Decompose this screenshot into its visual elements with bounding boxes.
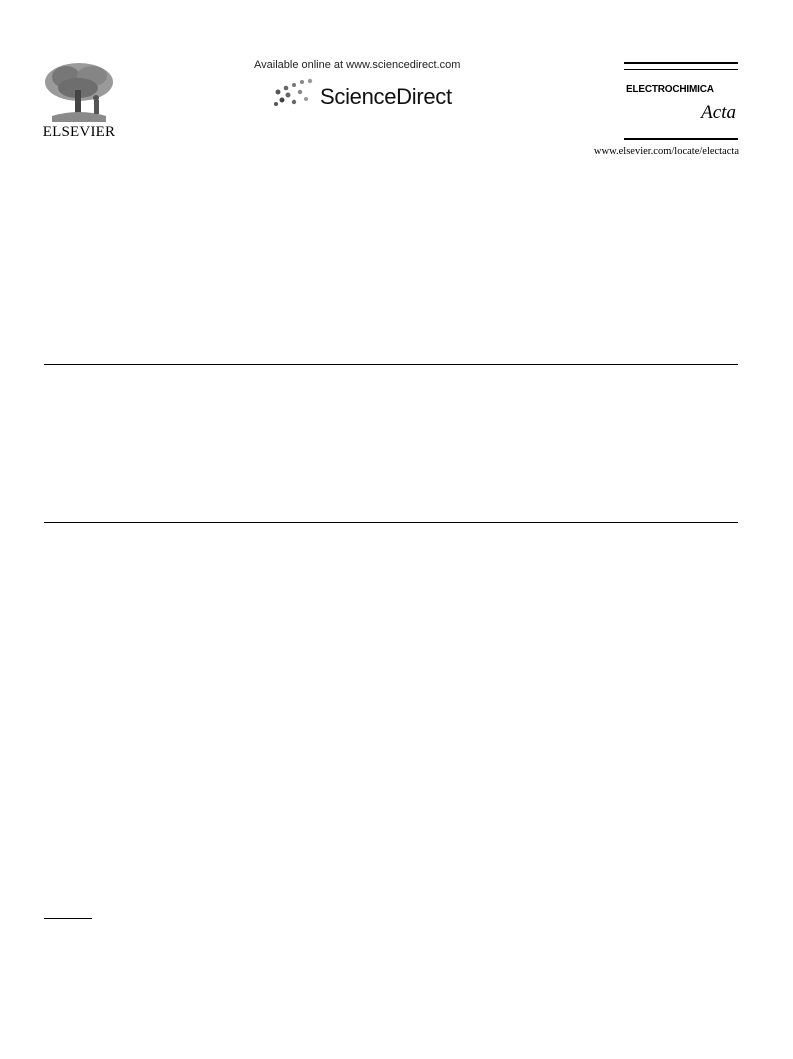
section-divider-bottom <box>44 522 738 523</box>
journal-rule-bottom <box>624 138 738 140</box>
elsevier-logo <box>40 62 118 144</box>
section-divider-top <box>44 364 738 365</box>
available-online-text: Available online at www.sciencedirect.com <box>254 59 461 71</box>
elsevier-wordmark: ELSEVIER <box>42 124 116 140</box>
sciencedirect-wordmark: ScienceDirect <box>320 84 452 109</box>
journal-subname: Acta <box>701 102 736 123</box>
journal-url[interactable]: www.elsevier.com/locate/electacta <box>593 146 739 157</box>
journal-rule-top <box>624 62 738 64</box>
sciencedirect-banner <box>250 58 490 118</box>
elsevier-tree-icon <box>42 62 116 122</box>
sciencedirect-dots-icon <box>272 78 318 108</box>
footnote-rule <box>44 918 92 919</box>
journal-logo <box>624 62 738 142</box>
journal-name: ELECTROCHIMICA <box>626 84 714 95</box>
journal-rule-top-thin <box>624 69 738 70</box>
